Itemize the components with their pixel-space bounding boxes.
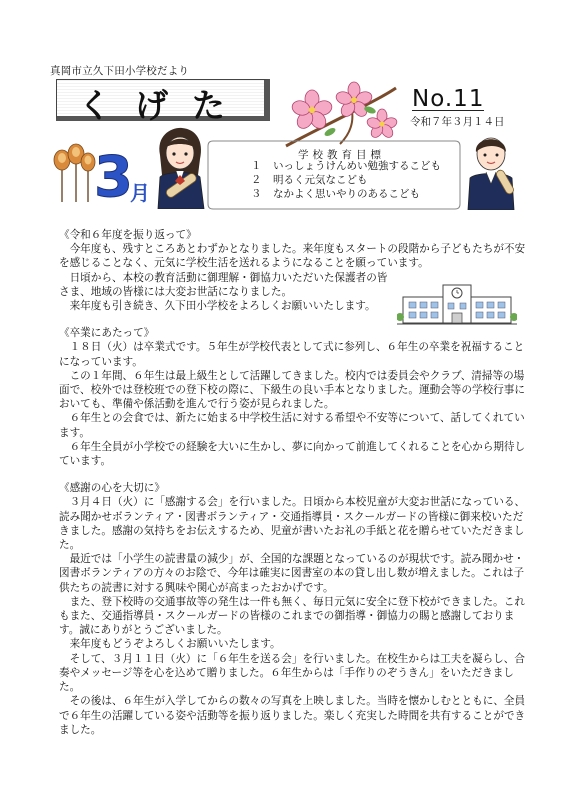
goal-item (251, 187, 420, 201)
issue-date: 令和７年３月１４日 (410, 116, 505, 128)
paragraph: 来年度も引き続き、久下田小学校をよろしくお願いいたします。 (69, 300, 376, 313)
newsletter-body (59, 228, 529, 737)
paragraph: 最近では「小学生の読書量の減少」が、全国的な課題となっているのが現状です。読み聞かせ・図書ボランティアの方々のお陰で、今年は確実に図書室の本の貸し出し数が増えました。これは子供たちの読書に対する興味や関心が高まったおかげです。 (59, 553, 525, 594)
goal-number: １ (251, 160, 262, 172)
paragraph: そして、３月１１日（火）に「６年生を送る会」を行いました。在校生からは工夫を凝らし、合奏やメッセージ等を心を込めて贈りました。６年生からは「手作りのぞうきん」をいただきました。 (59, 652, 525, 694)
goal-text: 明るく元気なこども (273, 174, 368, 186)
school-name: 真岡市立久下田小学校だより (50, 65, 190, 77)
paragraph: １８日（火）は卒業式です。５年生が学校代表として式に参列し、６年生の卒業を祝福することになっています。 (59, 341, 525, 368)
paragraph: ３月４日（火）に「感謝する会」を行いました。日頃から本校児童が大変お世話になっている、読み聞かせボランティア・図書ボランティア・交通指導員・スクールガードの皆様に御来校いただきました。感謝の気持ちをお伝えするため、児童が書いたお礼の手紙と花を贈らせていただきました。 (59, 496, 526, 552)
section-heading: 《卒業にあたって》 (59, 327, 155, 340)
newsletter-title: くげた (78, 86, 249, 125)
month-kanji: 月 (130, 181, 150, 205)
month-numeral: 3 (94, 145, 133, 208)
paragraph: ６年生との会食では、新たに始まる中学校生活に対する希望や不安等について、話してくれています。 (59, 412, 525, 439)
paragraph: 今年度も、残すところあとわずかとなりました。来年度もスタートの段階から子どもたちが不安を感じることなく、元気に学校生活を送れるようになることを願っています。 (59, 243, 526, 270)
paragraph: ６年生全員が小学校での経験を大いに生かし、夢に向かって前進してくれることを心から期待しています。 (59, 440, 526, 468)
issue-number: No.11 (412, 86, 485, 112)
graduate-girl-illustration (150, 125, 210, 209)
paragraph: その後は、６年生が入学してからの数々の写真を上映しました。当時を懐かしむとともに、全員で６年生の活躍している姿や活動等を振り返りました。楽しく充実した時間を共有することができました。 (59, 695, 526, 736)
goal-item (251, 159, 441, 173)
goal-text: いっしょうけんめい勉強するこども (273, 160, 441, 172)
paragraph: 来年度もどうぞよろしくお願いいたします。 (69, 638, 281, 651)
goal-text: なかよく思いやりのあるこども (273, 188, 420, 200)
paragraph: この１年間、６年生は最上級生として活躍してきました。校内では委員会やクラブ、清掃等の場面で、校外では登校班での登下校の際に、下級生の良い手本となりました。運動会等の学校行事においても、準備や係活動を進んで行う姿が見られました。 (59, 369, 525, 411)
goal-number: ３ (251, 188, 262, 200)
graduate-boy-illustration (462, 130, 520, 210)
goals-title: 学校教育目標 (298, 149, 385, 161)
goal-number: ２ (251, 174, 262, 186)
section-heading: 《令和６年度を振り返って》 (59, 229, 197, 241)
goal-item (251, 173, 368, 187)
paragraph: 日頃から、本校の教育活動に御理解・御協力いただいた保護者の皆さま、地域の皆様には大変お世話になりました。 (59, 271, 388, 298)
paragraph: また、登下校時の交通事故等の発生は一件も無く、毎日元気に安全に登下校ができました。これもまた、交通指導員・スクールガードの皆様のこれまでの御指導・御協力の賜と感謝しております。誠にありがとうございました。 (59, 595, 525, 637)
section-heading: 《感謝の心を大切に》 (59, 482, 165, 495)
march-month-illustration (48, 138, 158, 208)
